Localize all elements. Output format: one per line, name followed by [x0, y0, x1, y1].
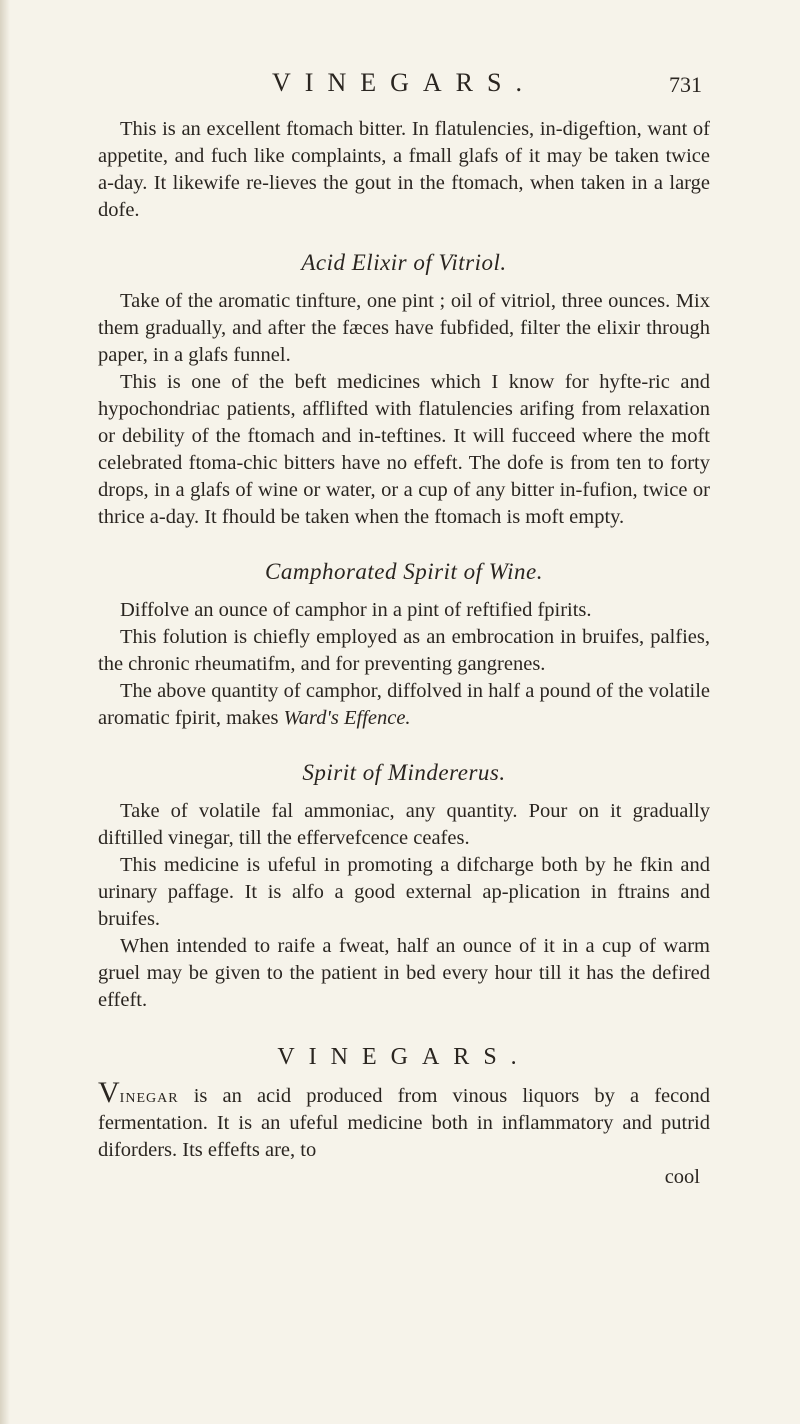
paragraph-acid-elixir-recipe: Take of the aromatic tinfture, one pint ; oil of vitriol, three ounces. Mix them gradually, and after the fæces have fubfided, filter the elixir through paper, in a glafs funnel. [98, 290, 710, 366]
heading-vinegars: VINEGARS. [277, 1044, 531, 1070]
page-number: 731 [669, 72, 702, 97]
wards-essence-text: The above quantity of camphor, diffolved in half a pound of the volatile aromatic fpirit, makes [98, 680, 710, 729]
vinegar-smallcaps: inegar [119, 1085, 179, 1107]
paragraph-vinegar-definition [98, 1076, 711, 1164]
wards-essence-title: Ward's Effence. [283, 707, 411, 729]
running-title: VINEGARS. [272, 68, 536, 97]
paragraph-mindererus-recipe: Take of volatile fal ammoniac, any quantity. Pour on it gradually diftilled vinegar, till the effervefcence ceafes. [98, 800, 710, 849]
running-head [98, 68, 710, 102]
paragraph-mindererus-sweat: When intended to raife a fweat, half an ounce of it in a cup of warm gruel may be given to the patient in bed every hour till it has the defired effeft. [98, 935, 710, 1011]
paragraph-acid-elixir-use: This is one of the beft medicines which I know for hyfte-ric and hypochondriac patients, afflifted with flatulencies arifing from relaxation or debility of the ftomach and in-teftines. It will fucceed where the moft celebrated ftoma-chic bitters have no effeft. The dofe is from ten to forty drops, in a glafs of wine or water, or a cup of any bitter in-fufion, twice or thrice a-day. It fhould be taken when the ftomach is moft empty. [98, 371, 710, 528]
paragraph-mindererus-use: This medicine is ufeful in promoting a difcharge both by he fkin and urinary paffage. It is alfo a good external ap-plication in ftrains and bruifes. [98, 854, 710, 930]
heading-acid-elixir: Acid Elixir of Vitriol. [301, 250, 507, 275]
paragraph-wards-essence [98, 678, 710, 732]
heading-spirit-of-mindererus: Spirit of Mindererus. [302, 760, 506, 785]
catchword: cool [664, 1166, 700, 1188]
paragraph-stomach-bitter: This is an excellent ftomach bitter. In flatulencies, in-digeftion, want of appetite, and fuch like complaints, a fmall glafs of it may be taken twice a-day. It likewife re-lieves the gout in the ftomach, when taken in a large dofe. [98, 118, 710, 221]
heading-camphorated-spirit: Camphorated Spirit of Wine. [265, 559, 543, 584]
drop-cap: V [98, 1076, 120, 1109]
vinegar-definition-text: is an acid produced from vinous liquors by a fecond fermentation. It is an ufeful medicine both in inflammatory and putrid diforders. Its effefts are, to [98, 1085, 711, 1161]
paragraph-camphor-recipe: Diffolve an ounce of camphor in a pint of reftified fpirits. [120, 599, 592, 621]
paragraph-camphor-use: This folution is chiefly employed as an embrocation in bruifes, palfies, the chronic rheumatifm, and for preventing gangrenes. [98, 626, 710, 675]
